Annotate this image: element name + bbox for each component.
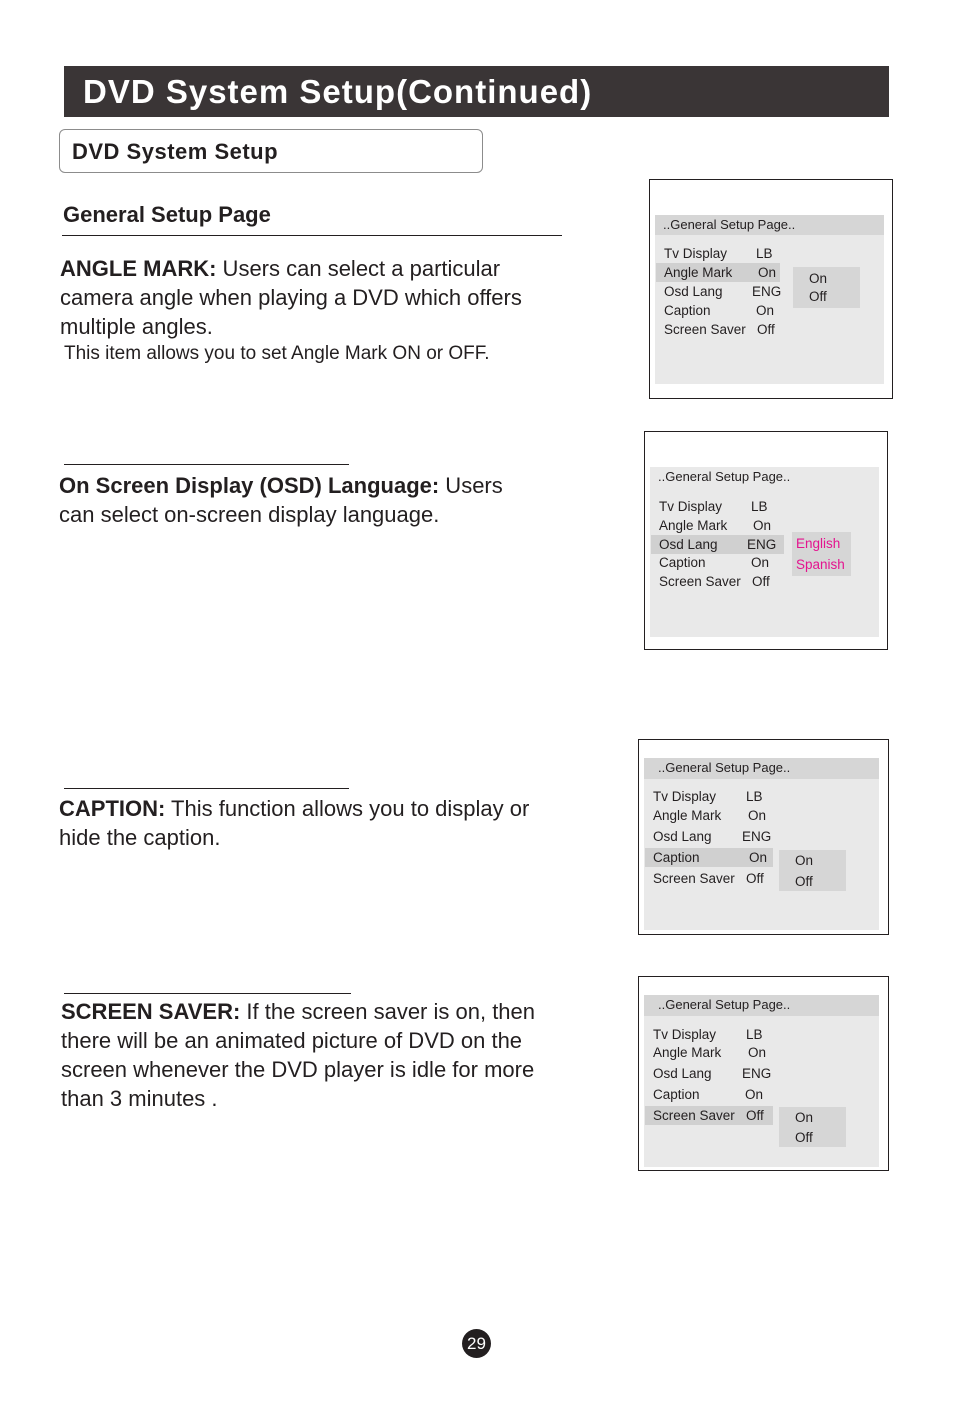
- option-off[interactable]: Off: [795, 874, 813, 889]
- menu-row-value: On: [756, 303, 775, 318]
- menu-row-caption[interactable]: [645, 848, 773, 867]
- screen-saver-rule: [64, 993, 351, 994]
- menu-row-value: ENG: [747, 537, 777, 552]
- menu-title: ..General Setup Page..: [650, 467, 879, 487]
- menu-row-screen-saver[interactable]: [656, 320, 780, 339]
- menu-row-value: Off: [757, 322, 775, 337]
- screen-saver-line3: screen whenever the DVD player is idle for more: [61, 1057, 535, 1082]
- menu-row-label: Screen Saver: [653, 871, 735, 886]
- menu-row-label: Caption: [653, 1087, 700, 1102]
- menu-row-angle-mark[interactable]: [645, 1043, 773, 1062]
- menu-row-value: On: [748, 1045, 767, 1060]
- menu-row-value: Off: [746, 1108, 764, 1123]
- menu-title: ..General Setup Page..: [644, 995, 879, 1016]
- menu-row-label: Osd Lang: [653, 829, 712, 844]
- subheading-rule: [62, 235, 562, 236]
- menu-row-label: Angle Mark: [653, 808, 722, 823]
- menu-row-screen-saver[interactable]: [651, 572, 784, 591]
- menu-row-label: Caption: [659, 555, 706, 570]
- menu-row-value: Off: [752, 574, 770, 589]
- language-options: [792, 532, 851, 576]
- menu-row-label: Screen Saver: [659, 574, 741, 589]
- angle-mark-paragraph: [60, 254, 580, 341]
- menu-row-label: Osd Lang: [659, 537, 718, 552]
- menu-row-label: Tv Display: [653, 789, 717, 804]
- menu-row-label: Osd Lang: [664, 284, 723, 299]
- angle-mark-screen: [649, 179, 893, 399]
- menu-row-screen-saver[interactable]: [645, 869, 773, 888]
- menu-row-tv-display[interactable]: [645, 787, 773, 806]
- menu-row-label: Osd Lang: [653, 1066, 712, 1081]
- osd-paragraph: [59, 471, 579, 529]
- menu-row-value: LB: [746, 789, 763, 804]
- angle-mark-term: ANGLE MARK:: [60, 256, 217, 281]
- menu-row-tv-display[interactable]: [656, 244, 780, 263]
- menu-row-osd-lang[interactable]: [645, 1064, 773, 1083]
- screen-saver-line1: If the screen saver is on, then: [240, 999, 536, 1024]
- menu-row-value: On: [749, 850, 768, 865]
- menu-row-label: Angle Mark: [664, 265, 733, 280]
- section-label-box: [59, 129, 483, 173]
- onoff-options: [793, 267, 860, 308]
- caption-rule: [64, 788, 349, 789]
- menu-row-value: ENG: [742, 1066, 772, 1081]
- angle-mark-line2: camera angle when playing a DVD which offers: [60, 285, 522, 310]
- osd-language-screen: [644, 431, 888, 650]
- screen-saver-screen: [638, 976, 889, 1171]
- menu-row-label: Tv Display: [653, 1027, 717, 1042]
- caption-screen: [638, 739, 889, 935]
- menu-row-value: On: [753, 518, 772, 533]
- menu-row-label: Tv Display: [659, 499, 723, 514]
- menu-row-caption[interactable]: [656, 301, 780, 320]
- menu-row-value: On: [758, 265, 777, 280]
- screen-saver-paragraph: [61, 997, 581, 1113]
- caption-paragraph: [59, 794, 579, 852]
- osd-rule: [64, 464, 349, 465]
- caption-term: CAPTION:: [59, 796, 166, 821]
- title-banner: [64, 66, 889, 117]
- menu-row-label: Tv Display: [664, 246, 728, 261]
- option-off[interactable]: Off: [809, 289, 827, 304]
- menu-row-value: On: [748, 808, 767, 823]
- menu-row-osd-lang[interactable]: [645, 827, 773, 846]
- section-label: DVD System Setup: [72, 139, 279, 164]
- menu-row-label: Screen Saver: [653, 1108, 735, 1123]
- menu-title: ..General Setup Page..: [644, 758, 879, 779]
- menu-row-angle-mark[interactable]: [651, 516, 784, 535]
- onoff-options: [779, 850, 846, 891]
- menu-row-value: ENG: [742, 829, 772, 844]
- page-title: DVD System Setup(Continued): [83, 73, 593, 110]
- option-english[interactable]: English: [796, 536, 841, 551]
- menu-row-value: Off: [746, 871, 764, 886]
- screen-saver-line2: there will be an animated picture of DVD on the: [61, 1028, 523, 1053]
- angle-mark-line3: multiple angles.: [60, 314, 213, 339]
- option-on[interactable]: On: [795, 1110, 814, 1125]
- option-on[interactable]: On: [795, 853, 814, 868]
- option-on[interactable]: On: [809, 271, 828, 286]
- subheading: General Setup Page: [63, 202, 271, 227]
- screen-saver-term: SCREEN SAVER:: [61, 999, 241, 1024]
- menu-row-label: Screen Saver: [664, 322, 746, 337]
- option-spanish[interactable]: Spanish: [796, 557, 845, 572]
- menu-row-value: LB: [756, 246, 773, 261]
- menu-row-osd-lang[interactable]: [656, 282, 780, 301]
- menu-row-caption[interactable]: [651, 553, 784, 572]
- onoff-options: [779, 1107, 846, 1147]
- caption-line2: hide the caption.: [59, 825, 221, 850]
- osd-line2: can select on-screen display language.: [59, 502, 440, 527]
- menu-row-value: On: [751, 555, 770, 570]
- menu-row-label: Caption: [664, 303, 711, 318]
- menu-row-value: LB: [746, 1027, 763, 1042]
- angle-mark-note: This item allows you to set Angle Mark ON or OFF.: [64, 343, 490, 364]
- caption-line1: This function allows you to display or: [165, 796, 530, 821]
- menu-row-label: Caption: [653, 850, 700, 865]
- menu-row-angle-mark[interactable]: [645, 806, 773, 825]
- menu-row-angle-mark[interactable]: [656, 263, 780, 282]
- menu-row-tv-display[interactable]: [645, 1025, 773, 1044]
- osd-term: On Screen Display (OSD) Language:: [59, 473, 440, 498]
- angle-mark-line1: Users can select a particular: [216, 256, 501, 281]
- menu-row-value: LB: [751, 499, 768, 514]
- menu-row-value: On: [745, 1087, 764, 1102]
- menu-title: ..General Setup Page..: [655, 215, 884, 235]
- menu-row-label: Angle Mark: [659, 518, 728, 533]
- menu-row-label: Angle Mark: [653, 1045, 722, 1060]
- osd-line1: Users: [439, 473, 503, 498]
- page-number: 29: [462, 1329, 491, 1358]
- menu-row-value: ENG: [752, 284, 782, 299]
- menu-row-tv-display[interactable]: [651, 497, 784, 516]
- menu-row-screen-saver[interactable]: [645, 1106, 773, 1125]
- menu-row-osd-lang[interactable]: [651, 535, 784, 554]
- menu-row-caption[interactable]: [645, 1085, 773, 1104]
- screen-saver-line4: than 3 minutes .: [61, 1086, 218, 1111]
- option-off[interactable]: Off: [795, 1130, 813, 1145]
